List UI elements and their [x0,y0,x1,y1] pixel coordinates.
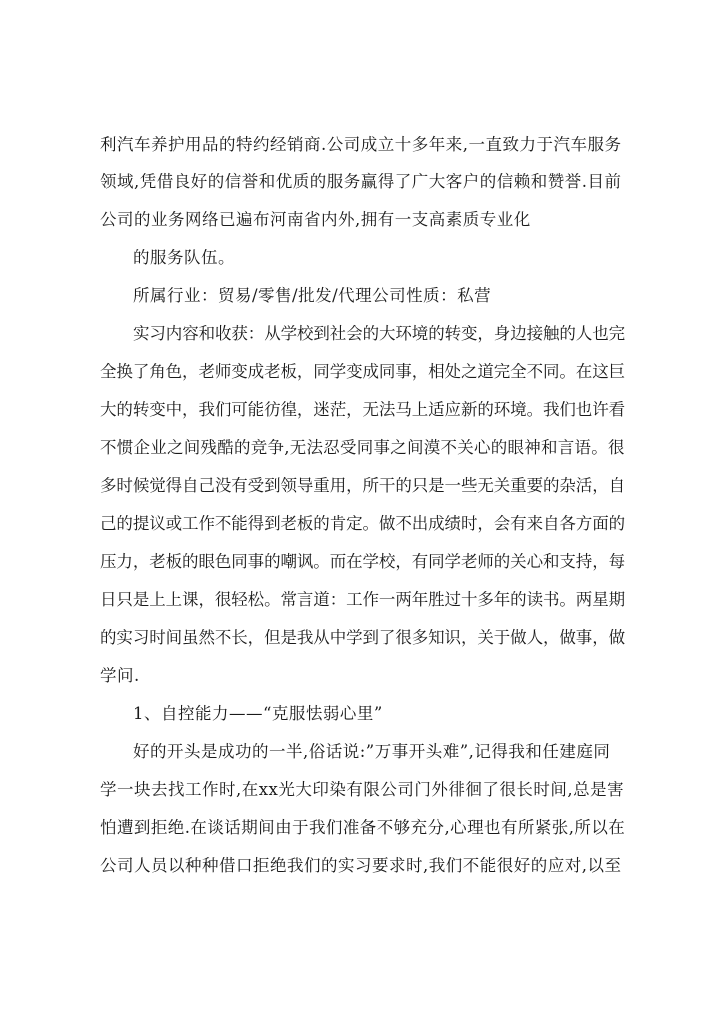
text-line: 学问. [100,666,140,685]
text-line: 大的转变中，我们可能彷徨，迷茫，无法马上适应新的环境。我们也许看 [100,400,625,419]
text-line: 的服务队伍。 [133,248,235,267]
text-line: 全换了角色，老师变成老板，同学变成同事，相处之道完全不同。在这巨 [100,362,625,381]
text-line: 利汽车养护用品的特约经销商.公司成立十多年来,一直致力于汽车服务 [100,135,622,154]
text-line: 公司的业务网络已遍布河南省内外,拥有一支高素质专业化 [100,210,531,229]
text-line: 所属行业：贸易/零售/批发/代理公司性质：私营 [133,286,492,305]
text-line: 好的开头是成功的一半,俗话说:”万事开头难”,记得我和任建庭同 [133,742,611,761]
text-line: 怕遭到拒绝.在谈话期间由于我们准备不够充分,心理也有所紧张,所以在 [100,818,626,837]
text-line: 公司人员以种种借口拒绝我们的实习要求时,我们不能很好的应对,以至 [100,856,622,875]
text-line: 学一块去找工作时,在xx光大印染有限公司门外徘徊了很长时间,总是害 [100,780,625,799]
text-line: 的实习时间虽然不长，但是我从中学到了很多知识，关于做人，做事，做 [100,628,625,647]
text-line: 多时候觉得自己没有受到领导重用，所干的只是一些无关重要的杂活，自 [100,476,625,495]
text-line: 己的提议或工作不能得到老板的肯定。做不出成绩时，会有来自各方面的 [100,514,625,533]
text-line: 日只是上上课，很轻松。常言道：工作一两年胜过十多年的读书。两星期 [100,590,625,609]
text-line: 领域,凭借良好的信誉和优质的服务赢得了广大客户的信赖和赞誉.目前 [100,172,622,191]
text-line: 压力，老板的眼色同事的嘲讽。而在学校，有同学老师的关心和支持，每 [100,552,625,571]
text-line: 不惯企业之间残酷的竞争,无法忍受同事之间漠不关心的眼神和言语。很 [100,438,625,457]
text-line: 实习内容和收获：从学校到社会的大环境的转变，身边接触的人也完 [133,324,626,343]
section-heading: 1、自控能力——“克服怯弱心里” [133,704,383,723]
